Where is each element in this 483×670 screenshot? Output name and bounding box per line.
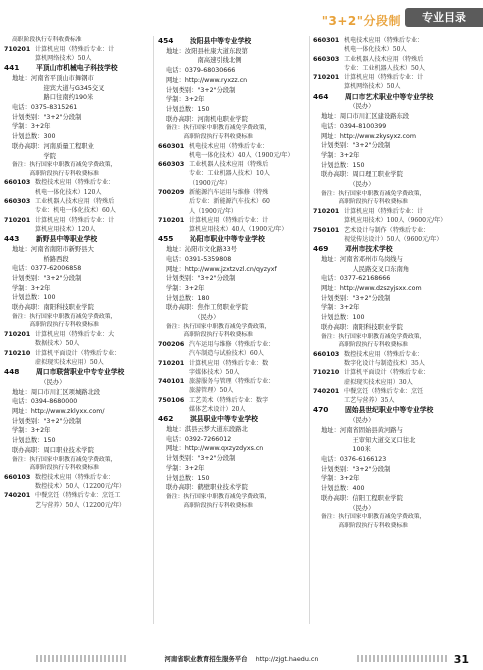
major-continuation: 算机网络技术）50人 xyxy=(344,83,401,91)
school-header xyxy=(313,405,479,416)
school-info-line: 迎宾大道与G345交叉 xyxy=(12,84,105,92)
major-text: 计算机应用（特殊后专业：计 xyxy=(344,74,424,82)
major-text: 计算机应用（特殊后专业：大 xyxy=(35,331,115,338)
school-info-line: 学制：3+2年 xyxy=(166,464,205,472)
major-text: 计算机应用（特殊后专业：计 xyxy=(344,208,424,215)
major-code: 660103 xyxy=(313,350,340,358)
major-code: 710201 xyxy=(158,216,185,224)
school-info-line: 联办高职：鹤壁职业技术学院 xyxy=(166,484,248,492)
major-text: 机电技术应用（特殊后专业： xyxy=(344,37,424,44)
major-text: 数控技术应用（特殊后专业： xyxy=(344,350,424,358)
school-header xyxy=(158,414,308,425)
major-continuation: 后专业：新能源汽车技术）60 xyxy=(189,198,270,206)
school-info-line: 计划总数：400 xyxy=(321,485,365,493)
school-info-line: 联办高职：信阳工程职业学院 xyxy=(321,494,403,502)
column-right xyxy=(313,36,479,624)
major-code: 700209 xyxy=(158,189,185,196)
major-code: 740201 xyxy=(313,387,340,395)
school-note: 高职阶段执行专科收费标准 xyxy=(166,332,253,339)
major-code: 710201 xyxy=(313,74,340,82)
school-name: 沁阳市职业中等专业学校 xyxy=(190,235,265,244)
major-continuation: 艺与营养）50人（12200元/年） xyxy=(35,501,126,509)
school-info-line: 计划总数：100 xyxy=(12,294,56,302)
major-text: 计算机平面设计（特殊后专业： xyxy=(344,369,430,377)
school-info-line: 计划总数：100 xyxy=(321,314,365,322)
major-continuation: 机电一体化技术）40人（1900元/年） xyxy=(189,151,294,159)
school-info-line: 学制：3+2年 xyxy=(321,475,360,483)
school-info-line: 电话：0377-62006858 xyxy=(12,265,82,273)
major-row xyxy=(4,216,152,225)
school-info-line: 地址：汝阳县杜康大道东段第 xyxy=(166,47,248,55)
school-name: 固始县世纪职业中等专业学校 xyxy=(345,406,434,415)
major-continuation: 虚拟现实技术应用）50人 xyxy=(35,358,104,366)
school-note: 备注：执行国家中职教育减免学费政策， xyxy=(321,514,426,521)
school-info-line: 网址：http://www.zkysyxz.com xyxy=(321,132,416,140)
school-info-line: 联办高职：南阳科技职业学院 xyxy=(12,304,94,312)
school-info-line: 计划类别："3+2"分段制 xyxy=(12,113,82,121)
school-note: 高职阶段执行专科收费标准 xyxy=(12,37,82,43)
major-text: 计算机应用（特殊后专业：计 xyxy=(35,216,115,224)
major-code: 710210 xyxy=(313,369,340,377)
school-code: 464 xyxy=(313,91,329,101)
school-info-line: 地址：河南省平顶山市舞钢市 xyxy=(12,74,94,82)
school-name: 周口市联营职业中专专业学校 xyxy=(36,368,125,377)
major-row xyxy=(4,473,152,482)
school-info-line: 计划类别："3+2"分段制 xyxy=(321,294,391,302)
school-note: 高职阶段执行专科收费标准 xyxy=(12,465,99,472)
major-code: 710201 xyxy=(158,359,185,367)
school-info-line: 计划类别："3+2"分段制 xyxy=(321,465,391,473)
school-info-line: 联办高职：南阳科技职业学院 xyxy=(321,323,403,331)
school-code: 469 xyxy=(313,244,329,254)
major-continuation: 专业：机电一体化技术）60人 xyxy=(35,207,116,215)
school-info-line: 地址：河南省固始县黄河路与 xyxy=(321,426,403,434)
major-code: 660301 xyxy=(158,142,185,150)
school-info-line: 计划总数：150 xyxy=(166,474,210,482)
school-info-line: 网址：http://www.qxzyzdyxs.cn xyxy=(166,445,264,453)
school-note: 备注：执行国家中职教育减免学费政策， xyxy=(166,125,271,132)
section-badge: 专业目录 xyxy=(405,8,483,27)
school-info-line: 南高速引线北侧 xyxy=(166,57,242,65)
major-row xyxy=(313,368,479,377)
school-info-line: （民办） xyxy=(12,378,66,386)
school-code: 443 xyxy=(4,234,20,244)
school-info-line: 网址：http://www.zklyxx.com/ xyxy=(12,408,105,415)
school-info-line: 计划总数：300 xyxy=(12,133,56,141)
school-note: 高职阶段执行专科收费标准 xyxy=(166,502,253,509)
major-continuation: 算机应用技术）40人（1900元/年） xyxy=(189,226,288,234)
school-info-line: 电话：0391-5359808 xyxy=(166,255,232,263)
school-header xyxy=(158,36,308,47)
major-text: 数控技术应用（特殊后专业： xyxy=(35,179,115,187)
major-text: 计算机应用（特殊后专业：计 xyxy=(189,216,269,224)
school-info-line: （民办） xyxy=(166,314,220,322)
school-info-line: 电话：0394-8680000 xyxy=(12,398,78,406)
section-title: "3+2"分段制 xyxy=(321,14,401,28)
school-info-line: 学制：3+2年 xyxy=(166,285,205,292)
school-info-line: 联办高职：河南机电职业学院 xyxy=(166,115,248,123)
major-text: 机电技术应用（特殊后专业： xyxy=(189,142,269,150)
major-continuation: 工艺与营养）35人 xyxy=(344,397,395,405)
school-info-line: 路口往南约190米 xyxy=(12,94,94,102)
school-name: 周口市艺术职业中等专业学校 xyxy=(345,92,434,101)
school-info-line: 计划类别："3+2"分段制 xyxy=(166,455,236,463)
major-row xyxy=(313,55,479,64)
major-code: 710201 xyxy=(4,45,31,53)
school-note: 备注：执行国家中职教育减免学费政策， xyxy=(12,313,117,320)
school-note: 备注：执行国家中职教育减免学费政策， xyxy=(321,333,426,340)
major-row xyxy=(313,73,479,82)
major-code: 700206 xyxy=(158,341,185,348)
major-continuation: 字媒体技术）50人 xyxy=(189,368,240,376)
school-info-line: 电话：0377-62168666 xyxy=(321,275,391,283)
major-text: 中餐烹饪（特殊后专业：烹饪工 xyxy=(35,492,121,500)
major-continuation: 算机网络技术）50人 xyxy=(35,54,92,62)
school-info-line: （民办） xyxy=(321,504,375,512)
major-row xyxy=(4,349,152,358)
major-row xyxy=(313,36,479,45)
school-info-line: 计划类别："3+2"分段制 xyxy=(12,417,82,425)
major-code: 740201 xyxy=(4,492,31,500)
school-info-line: 地址：河南省南阳市新野县大 xyxy=(12,245,94,253)
school-code: 448 xyxy=(4,367,20,377)
major-continuation: 机电一体化技术）120人 xyxy=(35,188,102,196)
major-continuation: 数控技术）50人（12200元/年） xyxy=(35,483,126,490)
major-text: 计算机应用（特殊后专业：计 xyxy=(35,45,115,53)
major-text: 工业机器人技术应用（特殊后 xyxy=(344,55,424,63)
school-info-line: 学制：3+2年 xyxy=(166,96,205,104)
school-code: 462 xyxy=(158,414,174,424)
major-row xyxy=(313,350,479,359)
major-code: 740101 xyxy=(158,378,185,386)
school-info-line: 电话：0394-8100399 xyxy=(321,122,387,130)
school-info-line: 联办高职：焦作工贸职业学院 xyxy=(166,304,248,312)
major-code: 660303 xyxy=(4,198,31,205)
school-info-line: 计划类别："3+2"分段制 xyxy=(12,275,82,282)
school-note: 备注：执行国家中职教育减免学费政策， xyxy=(12,162,117,169)
school-info-line: 学制：3+2年 xyxy=(12,284,51,292)
footer-url[interactable]: http://zjgt.haedu.cn xyxy=(255,654,319,663)
school-name: 汝阳县中等专业学校 xyxy=(190,37,252,45)
school-info-line: 联办高职：河南质量工程职业 xyxy=(12,142,94,150)
major-code: 710201 xyxy=(4,331,31,338)
major-code: 710201 xyxy=(313,208,340,215)
school-name: 淇县职业中等专业学校 xyxy=(190,415,258,424)
school-info-line: 联办高职：周口理工职业学院 xyxy=(321,171,403,179)
school-info-line: 联办高职：周口职业技术学院 xyxy=(12,446,94,454)
major-text: 新能源汽车运用与维修（特殊 xyxy=(189,189,269,196)
major-code: 710201 xyxy=(4,216,31,224)
school-info-line: 计划总数：150 xyxy=(12,437,56,445)
major-continuation: 专业：工业机器人技术）50人 xyxy=(344,64,425,72)
school-info-line: 桥路西段 xyxy=(12,255,69,263)
column-left xyxy=(4,36,152,624)
major-text: 工业机器人技术应用（特殊后 xyxy=(189,161,269,169)
column-middle xyxy=(158,36,308,624)
school-info-line: 学制：3+2年 xyxy=(321,152,360,159)
major-continuation: 算机应用技术）120人 xyxy=(35,225,96,233)
major-row xyxy=(4,178,152,187)
page-footer xyxy=(0,648,483,670)
major-code: 660303 xyxy=(313,55,340,63)
school-note: 备注：执行国家中职教育减免学费政策， xyxy=(321,190,426,197)
school-info-line: 网址：http://www.dzszyjsxx.com xyxy=(321,285,422,292)
major-continuation: 人（1900元/年） xyxy=(189,207,238,215)
school-info-line: 电话：0379-68030666 xyxy=(166,67,236,75)
major-text: 汽车运用与维修（特殊后专业： xyxy=(189,341,275,348)
major-row xyxy=(158,160,308,169)
school-info-line: 计划总数：180 xyxy=(166,294,210,302)
school-info-line: （民办） xyxy=(321,417,375,425)
major-continuation: 机电一体化技术）50人 xyxy=(344,46,407,54)
school-info-line: 学制：3+2年 xyxy=(12,123,51,131)
major-row xyxy=(158,340,308,349)
major-continuation: 专业：工业机器人技术）10人 xyxy=(189,170,270,178)
school-code: 454 xyxy=(158,36,174,45)
school-info-line: 电话：0392-7266012 xyxy=(166,435,232,443)
major-code: 660103 xyxy=(4,473,31,481)
major-text: 数控技术应用（特殊后专业： xyxy=(35,473,115,481)
school-name: 平顶山市机械电子科技学校 xyxy=(36,64,118,73)
major-code: 710210 xyxy=(4,349,31,357)
major-row xyxy=(158,377,308,386)
school-info-line: 王审知大道交叉口往北 xyxy=(321,436,416,444)
school-note: 高职阶段执行专科收费标准 xyxy=(12,170,99,177)
major-text: 旅游服务与管理（特殊后专业： xyxy=(189,378,275,386)
school-name: 新野县中等职业学校 xyxy=(36,235,98,244)
footer-platform-name: 河南省职业教育招生服务平台 xyxy=(164,655,248,663)
school-note: 高职阶段执行专科收费标准 xyxy=(166,133,253,140)
major-continuation: 算机应用技术）100人（9600元/年） xyxy=(344,217,447,225)
major-row xyxy=(158,216,308,225)
major-code: 750101 xyxy=(313,226,340,234)
school-note: 备注：执行国家中职教育减免学费政策， xyxy=(166,494,271,500)
school-info-line: 学制：3+2年 xyxy=(321,304,360,312)
school-info-line: 学制：3+2年 xyxy=(12,427,51,435)
school-info-line: （民办） xyxy=(321,181,375,189)
school-info-line: 人民路交叉口东南角 xyxy=(321,265,410,273)
major-row xyxy=(158,142,308,151)
school-note: 备注：执行国家中职教育减免学费政策， xyxy=(12,456,117,463)
school-info-line: 计划类别："3+2"分段制 xyxy=(321,142,391,150)
school-info-line: 地址：淇县云梦大道东段路北 xyxy=(166,426,248,434)
major-row xyxy=(158,359,308,368)
major-row xyxy=(158,396,308,405)
school-info-line: 地址：周口市川汇区项城路北段 xyxy=(12,388,101,396)
school-note: 高职阶段执行专科收费标准 xyxy=(321,522,408,529)
school-info-line: 网址：http://www.jzxtzvzl.cn/qyzyxf xyxy=(166,265,277,273)
major-text: 计算机平面设计（特殊后专业： xyxy=(35,349,121,357)
major-row xyxy=(4,491,152,500)
school-info-line: 地址：周口市川汇区建设路东段 xyxy=(321,113,410,121)
major-code: 750106 xyxy=(158,396,185,404)
school-info-line: 学院 xyxy=(12,152,57,160)
school-note: 高职阶段执行专科收费标准 xyxy=(321,199,408,206)
major-row xyxy=(4,330,152,339)
footer-bar xyxy=(0,653,483,664)
school-info-line: 网址：http://www.ryxzz.cn xyxy=(166,76,248,84)
school-header xyxy=(313,92,479,103)
school-info-line: 地址：河南省邓州市乌岗线与 xyxy=(321,255,403,263)
major-code: 660303 xyxy=(158,161,185,169)
school-note: 备注：执行国家中职教育减免学费政策， xyxy=(166,323,271,330)
major-text: 艺术设计与制作（特殊后专业： xyxy=(344,226,430,234)
major-text: 工艺美术（特殊后专业：数字 xyxy=(189,396,269,404)
major-text: 中餐烹饪（特殊后专业：烹饪 xyxy=(344,387,424,395)
school-header xyxy=(158,234,308,245)
school-code: 441 xyxy=(4,63,20,73)
major-row xyxy=(4,197,152,206)
major-continuation: 数字化设计与制造技术）35人 xyxy=(344,360,425,367)
major-continuation: 视觉传达设计）50人（9600元/年） xyxy=(344,235,443,243)
column-divider xyxy=(309,36,310,624)
school-info-line: 电话：0376-6166123 xyxy=(321,456,387,463)
school-info-line: 计划总数：150 xyxy=(321,161,365,169)
school-code: 470 xyxy=(313,405,329,415)
page-number: 31 xyxy=(453,653,469,666)
major-continuation: 媒体艺术设计）20人 xyxy=(189,406,246,414)
major-row xyxy=(313,226,479,235)
column-divider xyxy=(153,36,154,624)
school-info-line: 计划类别："3+2"分段制 xyxy=(166,275,236,283)
school-header xyxy=(4,367,152,378)
school-info-line: 地址：沁阳市文化路33号 xyxy=(166,246,237,254)
major-continuation: 虚拟现实技术应用）30人 xyxy=(344,378,413,386)
school-info-line: 计划总数：150 xyxy=(166,105,210,113)
school-info-line: 100米 xyxy=(321,446,371,454)
major-code: 660103 xyxy=(4,179,31,187)
school-note: 高职阶段执行专科收费标准 xyxy=(321,342,408,349)
major-continuation: （1900元/年） xyxy=(189,179,231,187)
school-name: 邓州市技术学校 xyxy=(345,245,393,254)
school-info-line: 计划类别："3+2"分段制 xyxy=(166,86,236,94)
major-row xyxy=(313,207,479,216)
major-row xyxy=(158,188,308,197)
school-note: 高职阶段执行专科收费标准 xyxy=(12,322,99,329)
major-continuation: 汽车制造与试验技术）60人 xyxy=(189,350,264,358)
major-text: 工业机器人技术应用（特殊后 xyxy=(35,198,115,205)
major-code: 660301 xyxy=(313,37,340,44)
major-row xyxy=(313,387,479,396)
major-continuation: 旅游管理）50人 xyxy=(189,387,234,395)
major-text: 计算机应用（特殊后专业：数 xyxy=(189,359,269,367)
school-info-line: 电话：0375-8315261 xyxy=(12,104,78,111)
school-header xyxy=(313,244,479,255)
school-info-line: （民办） xyxy=(321,103,375,111)
school-header xyxy=(4,234,152,245)
school-code: 455 xyxy=(158,234,174,244)
major-row xyxy=(4,45,152,54)
major-continuation: 数据技术）50人 xyxy=(35,340,80,348)
school-header xyxy=(4,63,152,74)
